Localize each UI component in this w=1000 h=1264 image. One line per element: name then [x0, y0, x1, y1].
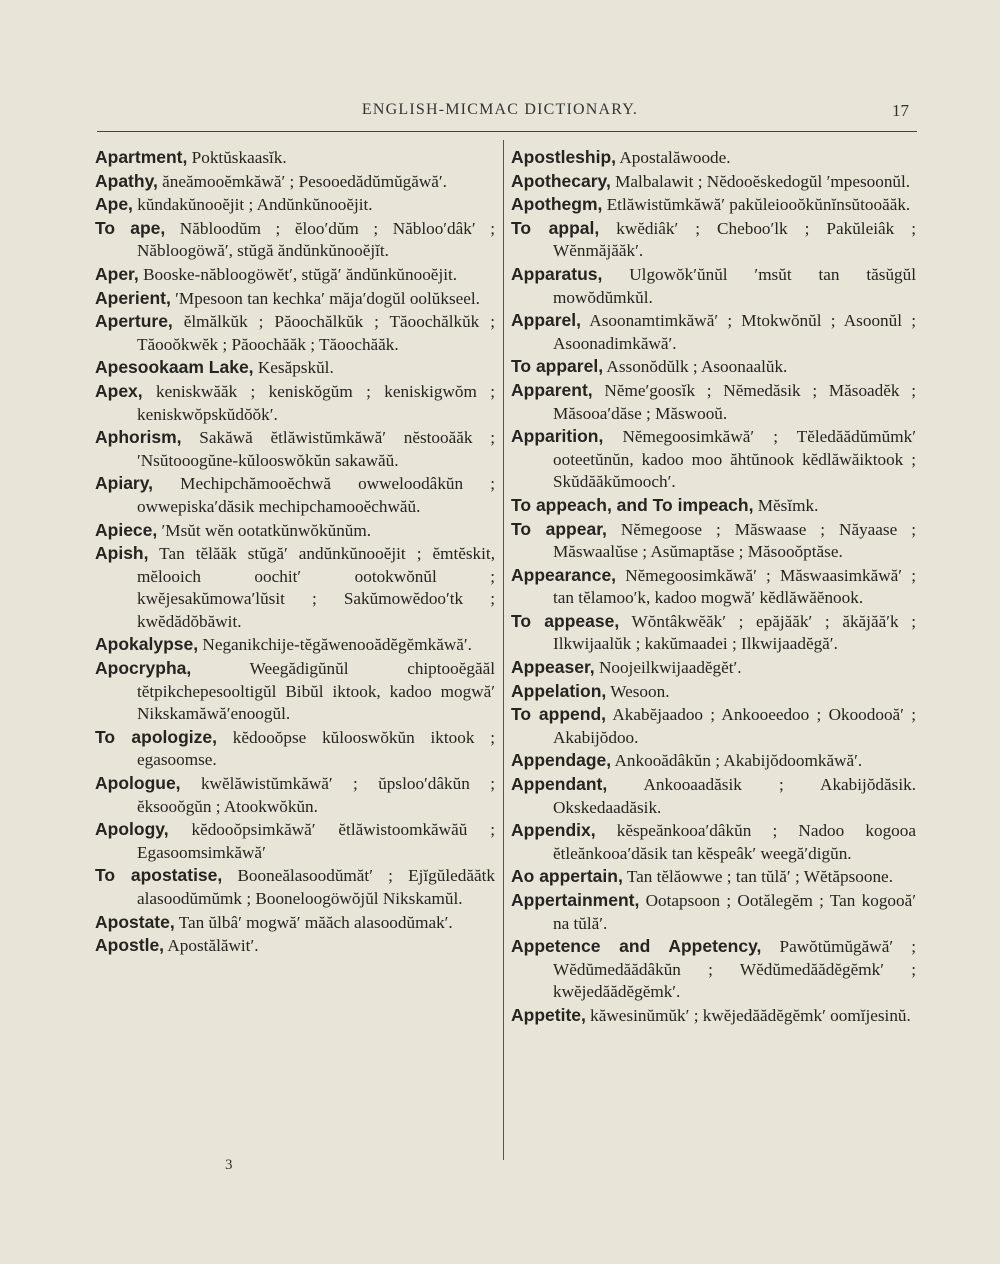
dictionary-entry: [95, 657, 495, 726]
entry-definition: kwĕdiâk′ ; Cheboo′lk ; Pakŭleiâk ; Wĕnmăjăăk′.: [553, 218, 916, 261]
entry-definition: Asoonamtimkăwă′ ; Mtokwŏnŭl ; Asoonŭl ; Asoonadimkăwă′.: [553, 311, 916, 353]
entry-headword: Appearance,: [511, 564, 617, 585]
entry-headword: Apocrypha,: [95, 658, 192, 679]
entry-definition: Tan ŭlbâ′ mogwă′ măăch alasoodŭmak′.: [174, 912, 453, 932]
dictionary-entry: [511, 703, 916, 749]
entry-definition: kĕspeănkooa′dâkŭn ; Nadoo kogooa ĕtleănkooa′dăsik tan kĕspeâk′ weegă′digŭn.: [553, 821, 916, 863]
dictionary-entry: [511, 680, 916, 704]
right-column: [511, 146, 916, 1028]
entry-headword: To appear,: [511, 518, 607, 539]
entry-headword: Appertainment,: [511, 890, 640, 910]
entry-definition: Booneălasoodŭmăt′ ; Ejĭgŭledăătk alasoodŭmŭmk ; Booneloogöwŏjŭl Nikskamŭl.: [137, 866, 495, 908]
entry-headword: Aperient,: [95, 287, 171, 308]
entry-definition: kĕdooŏpse kŭlooswŏkŭn iktook ; egasoomse.: [137, 727, 495, 770]
entry-headword: Apostleship,: [511, 147, 617, 167]
dictionary-entry: [511, 518, 916, 564]
dictionary-entry: [511, 819, 916, 865]
entry-headword: Apiece,: [95, 519, 158, 540]
dictionary-entry: [95, 287, 495, 311]
entry-headword: Apothecary,: [511, 170, 611, 191]
entry-headword: To ape,: [95, 217, 166, 238]
dictionary-entry: [511, 773, 916, 819]
dictionary-entry: [511, 193, 916, 217]
entry-headword: Apostate,: [95, 911, 175, 932]
entry-headword: Apology,: [95, 819, 169, 840]
dictionary-entry: [511, 889, 916, 935]
dictionary-entry: [511, 865, 916, 889]
entry-definition: Assonŏdŭlk ; Asoonaalŭk.: [603, 357, 788, 377]
entry-headword: To appal,: [511, 217, 600, 238]
entry-definition: Etlăwistŭmkăwă′ pakŭleiooŏkŭnĭnsŭtooăăk.: [602, 195, 911, 215]
dictionary-entry: [511, 263, 916, 309]
entry-definition: ăneămooĕmkăwă′ ; Pesooedădŭmŭgăwă′.: [157, 171, 447, 191]
entry-definition: Ulgowŏk′ŭnŭl ′msŭt tan tăsŭgŭl mowŏdŭmkŭl.: [553, 264, 916, 307]
entry-definition: Akabĕjaadoo ; Ankooeedoo ; Okoodooă′ ; Akabijŏdoo.: [553, 705, 916, 747]
entry-headword: Apparent,: [511, 379, 593, 400]
entry-headword: Aperture,: [95, 311, 173, 332]
entry-definition: ĕlmălkŭk ; Păoochălkŭk ; Tăoochălkŭk ; Tăooŏkwĕk ; Păoochăăk ; Tăoochăăk.: [137, 312, 495, 354]
entry-definition: kwĕlăwistŭmkăwă′ ; ŭpsloo′dâkŭn ; ĕksooŏgŭn ; Atookwŏkŭn.: [137, 774, 495, 816]
dictionary-entry: [511, 379, 916, 425]
entry-definition: ′Mpesoon tan kechka′ măja′dogŭl oolŭkseel.: [170, 288, 480, 308]
entry-headword: Apparatus,: [511, 263, 603, 284]
entry-definition: Mĕsĭmk.: [753, 495, 819, 515]
entry-headword: Apartment,: [95, 147, 188, 167]
dictionary-entry: [95, 217, 495, 263]
entry-definition: kŭndakŭnooĕjit ; Andŭnkŭnooĕjit.: [132, 195, 373, 215]
entry-headword: Apparel,: [511, 310, 582, 331]
entry-headword: To appeach, and To impeach,: [511, 494, 754, 515]
entry-headword: To appease,: [511, 610, 620, 631]
entry-definition: Nĕmegoosimkăwă′ ; Măswaasimkăwă′ ; tan tĕlamoo′k, kadoo mogwă′ kĕdlăwăĕnook.: [553, 565, 916, 608]
dictionary-entry: [511, 309, 916, 355]
dictionary-entry: [95, 146, 495, 170]
entry-definition: kăwesinŭmŭk′ ; kwĕjedăădĕgĕmk′ oomĭjesinŭ.: [585, 1005, 911, 1025]
entry-headword: Apostle,: [95, 935, 165, 956]
entry-definition: Malbalawit ; Nĕdooĕskedogŭl ′mpesoonŭl.: [610, 171, 911, 191]
dictionary-entry: [95, 818, 495, 864]
entry-definition: Poktŭskaasĭk.: [187, 148, 287, 167]
entry-definition: Pawŏtŭmŭgăwă′ ; Wĕdŭmedăădâkŭn ; Wĕdŭmedăădĕgĕmk′ ; kwĕjedăădĕgĕmk′.: [553, 937, 917, 1002]
header-rule: [97, 131, 917, 132]
dictionary-entry: [95, 633, 495, 657]
entry-headword: Ao appertain,: [511, 866, 623, 887]
dictionary-entry: [95, 519, 495, 543]
entry-headword: Apiary,: [95, 473, 154, 494]
dictionary-entry: [95, 726, 495, 772]
dictionary-entry: [511, 217, 916, 263]
entry-headword: Aper,: [95, 263, 139, 284]
entry-headword: Ape,: [95, 194, 133, 215]
dictionary-entry: [95, 542, 495, 633]
entry-headword: Apex,: [95, 380, 143, 401]
entry-definition: Ootapsoon ; Ootălegĕm ; Tan kogooă′ na tŭlă′.: [553, 891, 916, 933]
dictionary-entry: [95, 356, 495, 380]
entry-definition: Ankooădâkŭn ; Akabijŏdoomkăwă′.: [611, 751, 863, 771]
entry-headword: Apparition,: [511, 426, 604, 447]
entry-definition: Apostălăwit′.: [164, 936, 259, 956]
dictionary-entry: [511, 610, 916, 656]
entry-definition: Kesăpskŭl.: [253, 358, 334, 378]
entry-definition: Wŏntâkwĕăk′ ; epăjăăk′ ; ăkăjăă′k ; Ilkwijaalŭk ; kakŭmaadei ; Ilkwijaadĕgă′.: [553, 611, 916, 654]
entry-definition: keniskwăăk ; keniskŏgŭm ; keniskigwŏm ; keniskwŏpskŭdŏŏk′.: [137, 381, 495, 424]
dictionary-entry: [511, 749, 916, 773]
page-number: 17: [892, 101, 909, 120]
signature-mark: 3: [225, 1157, 233, 1173]
entry-definition: Nĕme′goosĭk ; Nĕmedăsik ; Măsoadĕk ; Măsooa′dăse ; Măswooŭ.: [553, 380, 916, 423]
entry-headword: To apparel,: [511, 356, 604, 377]
entry-headword: To apologize,: [95, 726, 217, 747]
dictionary-entry: [511, 935, 916, 1004]
entry-headword: Appendix,: [511, 820, 596, 841]
entry-definition: kĕdooŏpsimkăwă′ ĕtlăwistoomkăwăŭ ; Egasoomsimkăwă′: [137, 820, 495, 862]
left-column: [95, 146, 495, 958]
dictionary-entry: [95, 934, 495, 958]
dictionary-entry: [95, 310, 495, 356]
running-header: ENGLISH-MICMAC DICTIONARY.: [361, 101, 639, 118]
entry-headword: Appetite,: [511, 1004, 586, 1025]
entry-headword: Apish,: [95, 543, 149, 564]
entry-headword: Appendage,: [511, 750, 612, 771]
dictionary-entry: [511, 355, 916, 379]
entry-definition: Năbloodŭm ; ĕloo′dŭm ; Năbloo′dâk′ ; Năbloogöwă′, stŭgă ăndŭnkŭnooĕjĭt.: [137, 218, 495, 261]
dictionary-entry: [511, 170, 916, 194]
entry-headword: Aphorism,: [95, 427, 182, 448]
column-divider: [503, 140, 504, 1160]
entry-definition: Weegădigŭnŭl chiptooĕgăăl tĕtpikchepesooltigŭl Bibŭl iktook, kadoo mogwă′ Nikskamăwă′enoogŭl.: [137, 659, 495, 724]
entry-definition: ′Msŭt wĕn ootatkŭnwŏkŭnŭm.: [157, 520, 372, 540]
entry-definition: Sakăwă ĕtlăwistŭmkăwă′ nĕstooăăk ; ′Nsŭtooogŭne-kŭlooswŏkŭn sakawăŭ.: [137, 428, 495, 470]
dictionary-entry: [95, 263, 495, 287]
entry-headword: Apesookaam Lake,: [95, 357, 254, 378]
dictionary-entry: [95, 911, 495, 935]
entry-headword: Apathy,: [95, 170, 158, 191]
dictionary-entry: [511, 425, 916, 494]
entry-definition: Booske-năbloogöwĕt′, stŭgă′ ăndŭnkŭnooĕjit.: [138, 264, 458, 284]
dictionary-entry: [95, 864, 495, 910]
dictionary-entry: [511, 564, 916, 610]
entry-definition: Ankooaadăsik ; Akabijŏdăsik. Okskedaadăsik.: [553, 775, 916, 817]
entry-headword: Apokalypse,: [95, 634, 199, 655]
dictionary-entry: [95, 380, 495, 426]
dictionary-entry: [95, 772, 495, 818]
entry-definition: Mechipchămooĕchwă owweloodâkŭn ; owwepiska′dăsik mechipchamooĕchwăŭ.: [137, 474, 495, 516]
dictionary-entry: [511, 1004, 916, 1028]
dictionary-entry: [95, 193, 495, 217]
entry-definition: Wesoon.: [606, 681, 670, 701]
dictionary-entry: [95, 472, 495, 518]
entry-definition: Neganikchije-tĕgăwenooădĕgĕmkăwă′.: [198, 635, 472, 655]
dictionary-entry: [511, 656, 916, 680]
entry-definition: Noojeilkwijaadĕgĕt′.: [594, 658, 742, 678]
dictionary-entry: [95, 170, 495, 194]
entry-headword: To apostatise,: [95, 865, 223, 886]
entry-definition: Apostalăwoode.: [616, 148, 731, 167]
entry-headword: Appelation,: [511, 680, 607, 701]
dictionary-entry: [511, 146, 916, 170]
entry-headword: Apologue,: [95, 773, 181, 794]
dictionary-entry: [511, 494, 916, 518]
entry-definition: Tan tĕlăowwe ; tan tŭlă′ ; Wĕtăpsoone.: [622, 867, 893, 887]
entry-headword: Appendant,: [511, 774, 608, 795]
dictionary-entry: [95, 426, 495, 472]
entry-headword: Apothegm,: [511, 194, 603, 215]
entry-headword: Appetence and Appetency,: [511, 936, 762, 957]
entry-definition: Nĕmegoosimkăwă′ ; Tĕledăădŭmŭmk′ ooteetŭnŭn, kadoo moo ăhtŭnook kĕdlăwăiktook ; Skŭdăăkŭmooch′.: [553, 427, 916, 492]
entry-definition: Nĕmegoose ; Măswaase ; Năyaase ; Măswaalŭse ; Asŭmaptăse ; Măsooŏptăse.: [553, 519, 916, 562]
entry-headword: To append,: [511, 704, 607, 725]
entry-headword: Appeaser,: [511, 657, 595, 678]
entry-definition: Tan tĕlăăk stŭgă′ andŭnkŭnooĕjit ; ĕmtĕskit, mĕlooich oochit′ ootokwŏnŭl ; kwĕjesakŭmowa′lŭsit ; Sakŭmowĕdoo′tk ; kwĕdădŏbăwit.: [137, 544, 495, 631]
